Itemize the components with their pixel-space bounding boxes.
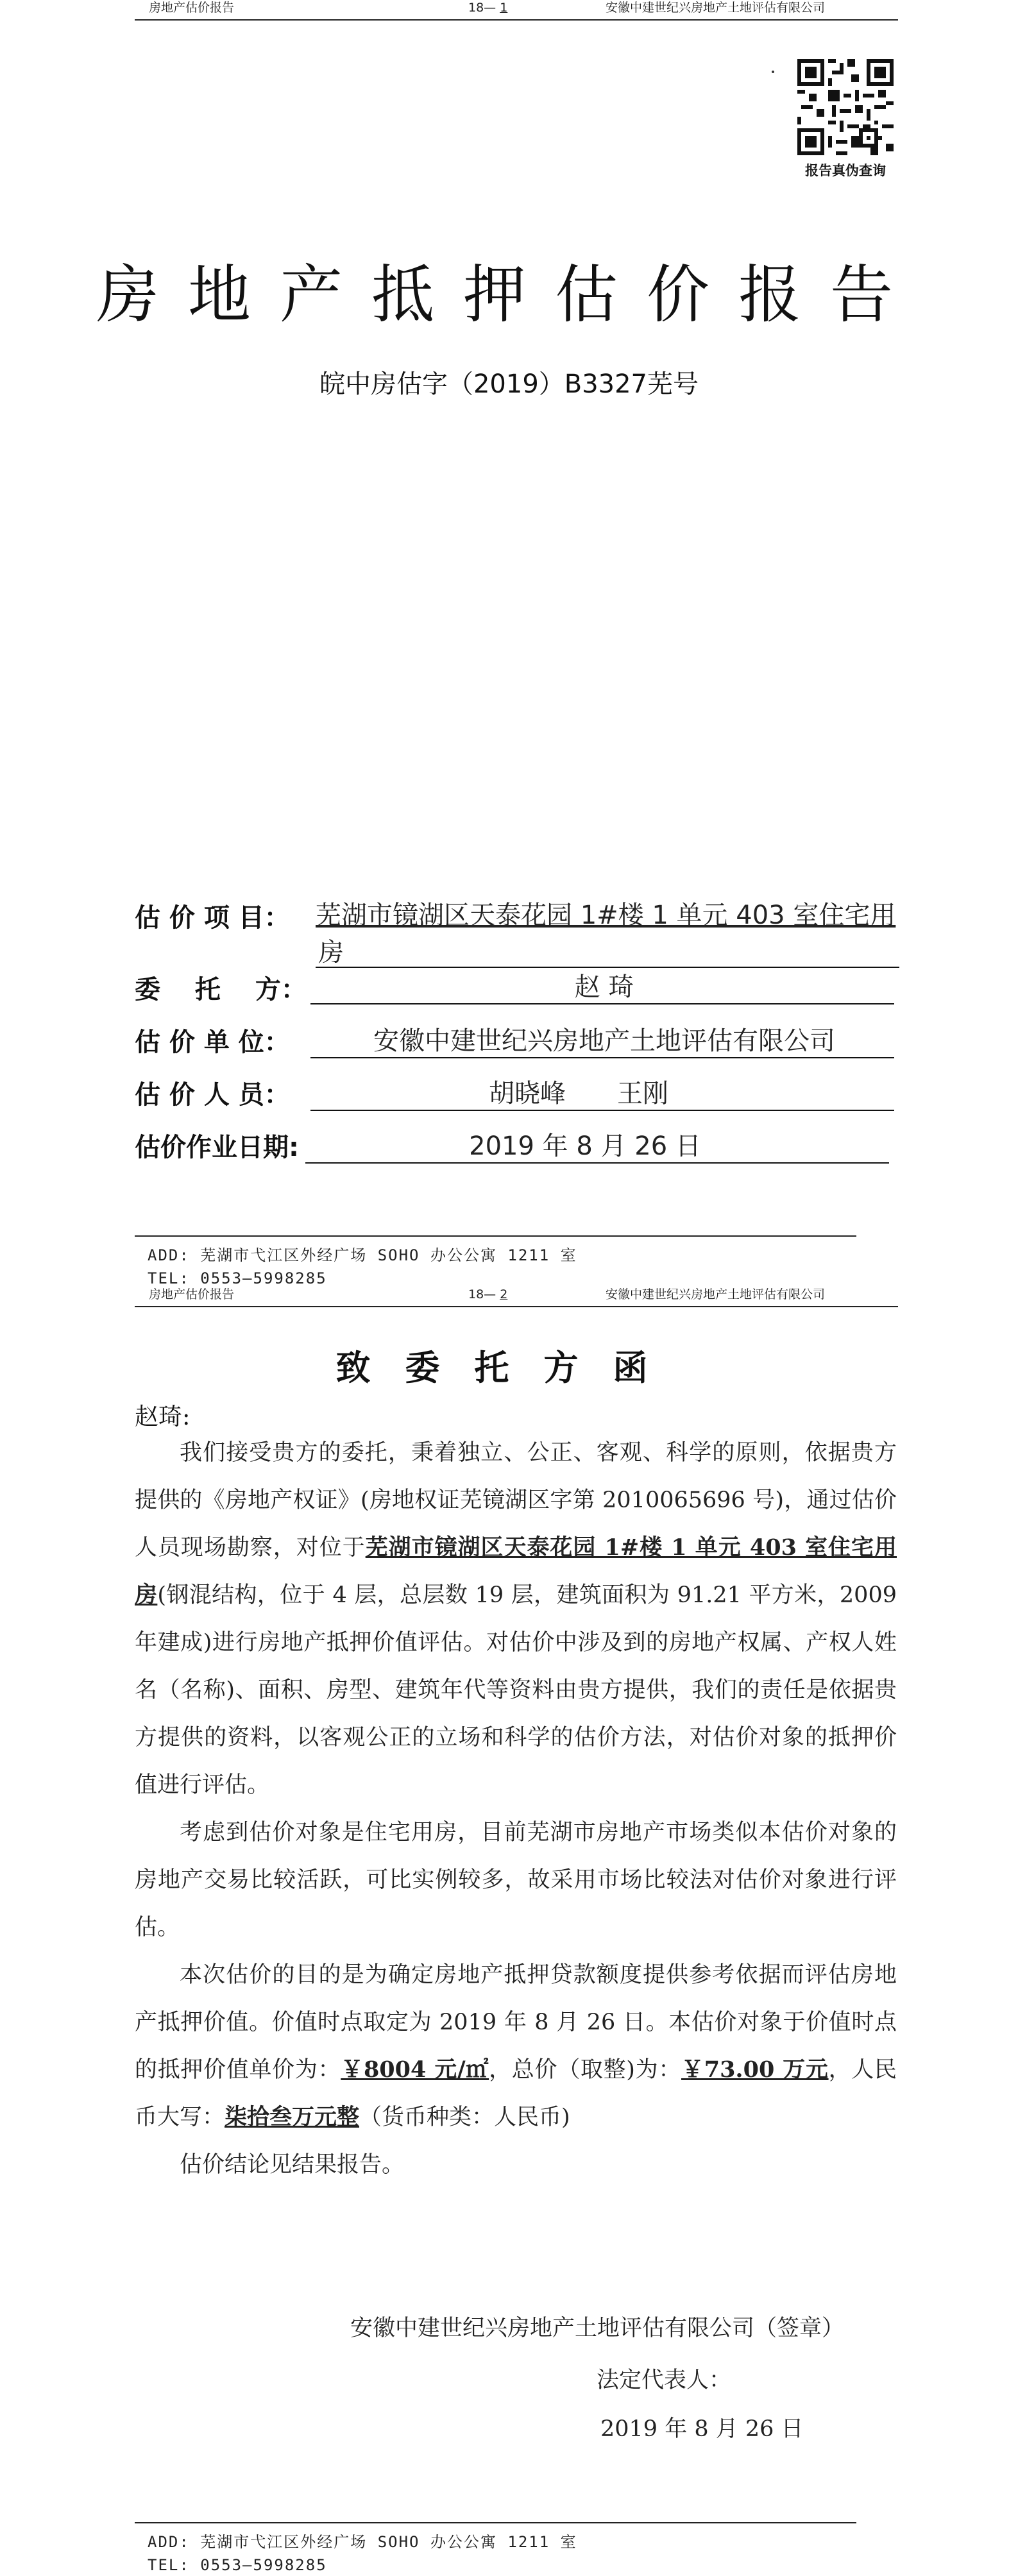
signature-date: 2019 年 8 月 26 日 <box>600 2416 804 2442</box>
project-label: 估 价 项 目： <box>135 903 290 933</box>
para3-text-a: 本次估价的目的是为确定房地产抵押贷款额度提供参考依据而评估房地产抵押价值。价值时点取定为 2019 年 8 月 26 日。本估价对象于价值时点的抵押价值单价为： <box>135 1962 897 2083</box>
signature-company: 安徽中建世纪兴房地产土地评估有限公司（签章） <box>350 2316 845 2341</box>
client-value: 赵 琦 <box>574 972 634 1002</box>
header-rule <box>135 19 898 21</box>
para1-text-a: 我们接受贵方的委托，秉着独立、公正、客观、科学的原则，依据贵方提供的《房地产权证》(房地权证芜镜湖区字第 2010065696 号)，通过估价人员现场勘察，对位于 <box>135 1440 897 1561</box>
letter-body <box>135 1429 897 2189</box>
paragraph-2: 考虑到估价对象是住宅用房，目前芜湖市房地产市场类似本估价对象的房地产交易比较活跃，可比实例较多，故采用市场比较法对估价对象进行评估。 <box>135 1820 897 1940</box>
salutation: 赵琦: <box>135 1403 191 1430</box>
footer-rule <box>135 2522 856 2523</box>
header-left-text: 房地产估价报告 <box>149 1287 235 1301</box>
client-underline <box>310 1003 894 1004</box>
qr-code-icon[interactable] <box>797 59 894 155</box>
header-rule <box>135 1306 898 1307</box>
project-value-line1: 芜湖市镜湖区天泰花园 1#楼 1 单元 403 室住宅用 <box>316 901 896 930</box>
document-number: 皖中房估字（2019）B3327芜号 <box>319 369 699 399</box>
staff-label: 估 价 人 员： <box>135 1080 290 1110</box>
header-right-text: 安徽中建世纪兴房地产土地评估有限公司 <box>606 1 826 15</box>
project-underline <box>316 967 899 968</box>
unit-label: 估 价 单 位： <box>135 1028 290 1057</box>
header-page-number <box>468 1287 511 1302</box>
staff-value: 胡晓峰 王刚 <box>489 1079 668 1108</box>
footer-address: ADD: 芜湖市弋江区外经广场 SOHO 办公公寓 1211 室 <box>148 1246 577 1264</box>
header-page-number <box>468 0 511 15</box>
para3-text-c: ，人民币大写： <box>135 2057 897 2130</box>
date-underline <box>305 1162 889 1164</box>
dot-mark <box>772 71 774 73</box>
footer-rule <box>135 1235 856 1237</box>
total-price-chinese: 柒拾叁万元整 <box>225 2104 360 2130</box>
footer-address: ADD: 芜湖市弋江区外经广场 SOHO 办公公寓 1211 室 <box>148 2533 577 2551</box>
para3-text-b: ，总价（取整)为： <box>489 2057 682 2083</box>
page-num: 2 <box>500 1287 508 1301</box>
header-right-text: 安徽中建世纪兴房地产土地评估有限公司 <box>606 1287 826 1301</box>
report-title: 房地产抵押估价报告 <box>96 258 922 332</box>
paragraph-4: 估价结论见结果报告。 <box>180 2152 405 2178</box>
unit-underline <box>310 1057 894 1058</box>
legal-representative: 法定代表人： <box>597 2368 732 2393</box>
staff-underline <box>310 1110 894 1111</box>
unit-value: 安徽中建世纪兴房地产土地评估有限公司 <box>373 1026 835 1056</box>
para3-text-d: （货币种类：人民币) <box>359 2105 570 2130</box>
page-num: 1 <box>500 1 508 15</box>
qr-label: 报告真伪查询 <box>805 163 886 178</box>
header-left-text: 房地产估价报告 <box>149 1 235 15</box>
date-value: 2019 年 8 月 26 日 <box>469 1131 701 1161</box>
footer-tel: TEL: 0553—5998285 <box>148 2556 327 2574</box>
paragraph-1 <box>135 1429 897 1809</box>
page-prefix: 18— <box>468 1287 496 1301</box>
para1-text-c: (钢混结构，位于 4 层，总层数 19 层，建筑面积为 91.21 平方米，2009 年建成)进行房地产抵押价值评估。对估价中涉及到的房地产权属、产权人姓名（名称)、面积、房型、建筑年代等资料由贵方提供，我们的责任是依据贵方提供的资料，以客观公正的立场和科学的估价方法，对估价对象的抵押价值进行评估。 <box>135 1582 897 1798</box>
footer-tel: TEL: 0553—5998285 <box>148 1269 327 1287</box>
client-label: 委 托 方： <box>135 975 307 1004</box>
total-price: ￥73.00 万元 <box>681 2056 829 2083</box>
paragraph-3 <box>135 1951 897 2141</box>
date-label: 估价作业日期: <box>135 1133 299 1162</box>
unit-price: ￥8004 元/㎡ <box>341 2056 489 2083</box>
page-prefix: 18— <box>468 1 496 15</box>
property-address: 芜湖市镜湖区天泰花园 1#楼 1 单元 403 室住宅用房 <box>135 1534 897 1608</box>
project-value-line2: 房 <box>318 938 344 967</box>
letter-title: 致委托方函 <box>335 1347 683 1388</box>
